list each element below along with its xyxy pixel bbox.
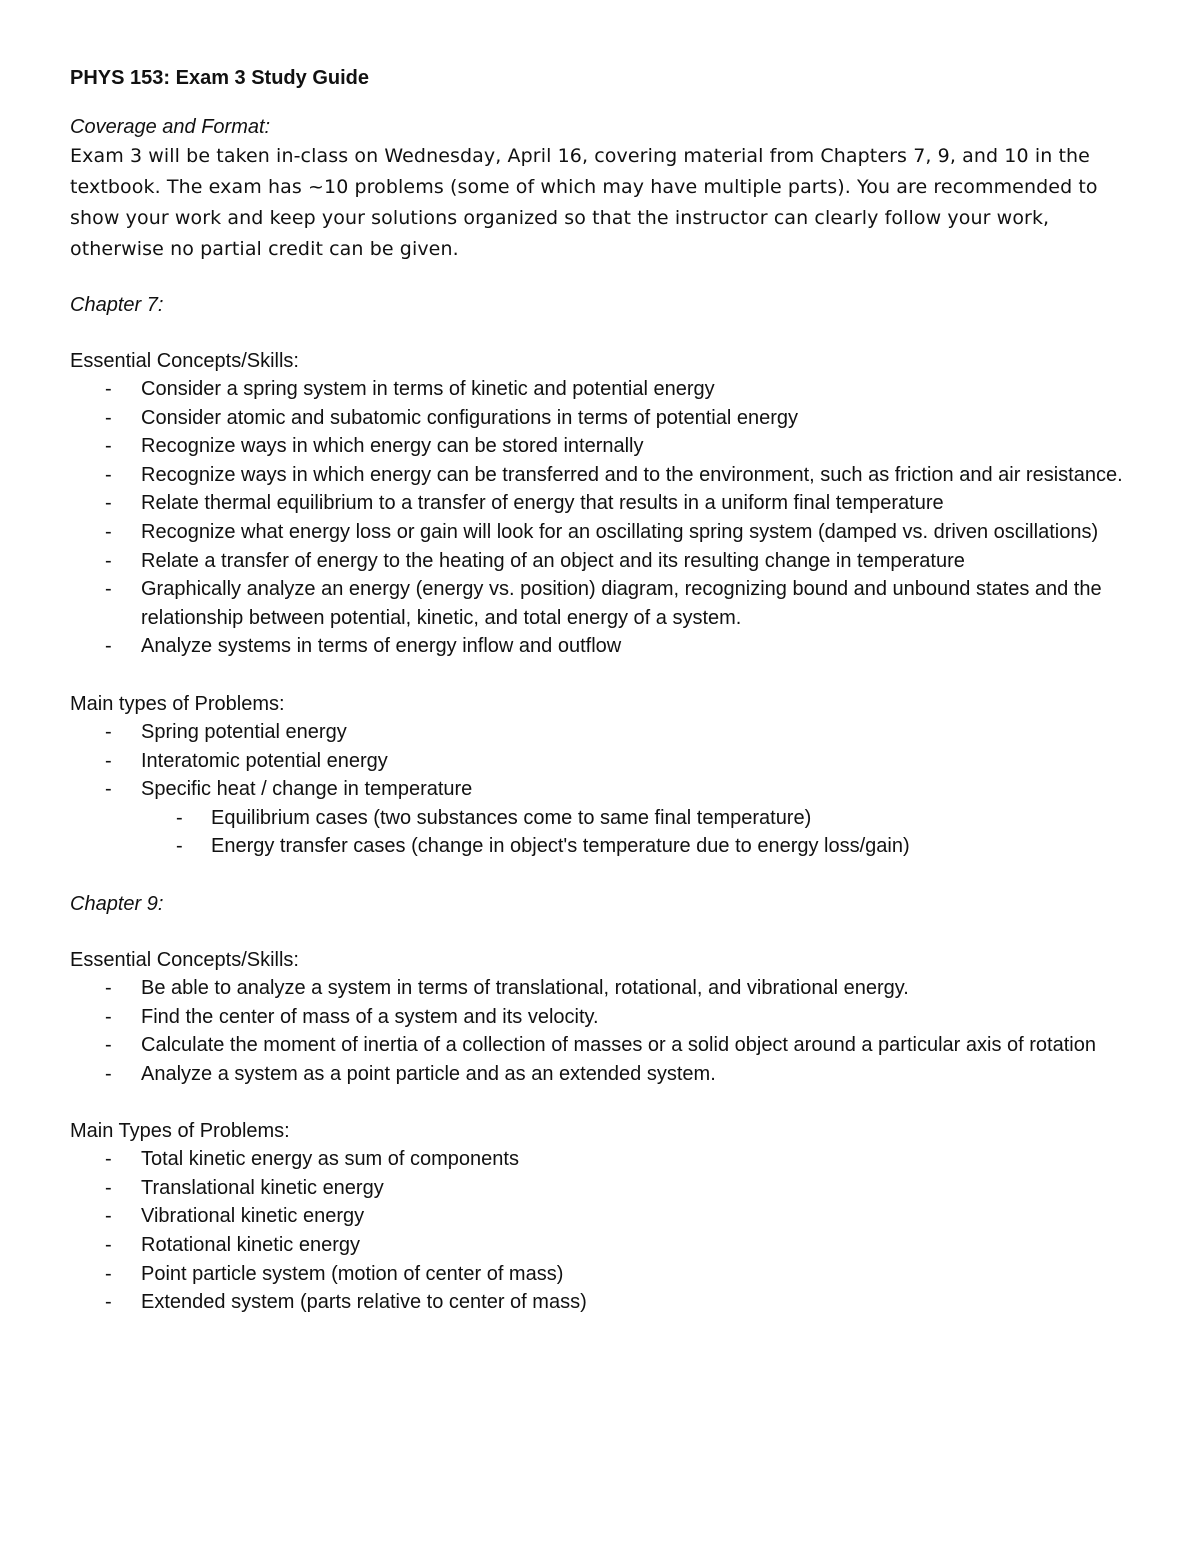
list-item: - Extended system (parts relative to center of mass) [70,1288,1130,1317]
list-item: - Recognize ways in which energy can be transferred and to the environment, such as friction and air resistance. [70,461,1130,490]
list-item: - Be able to analyze a system in terms of translational, rotational, and vibrational energy. [70,974,1130,1003]
list-item: - Analyze a system as a point particle and as an extended system. [70,1060,1130,1089]
ch9-concepts-list [70,974,1130,1088]
coverage-paragraph: Exam 3 will be taken in-class on Wednesday, April 16, covering material from Chapters 7, 9, and 10 in the textbook. The exam has ~10 problems (some of which may have multiple parts). You are recommended to show your work and keep your solutions organized so that the instructor can clearly follow your work, otherwise no partial credit can be given. [70,145,1098,260]
spacer [70,918,1130,946]
ch7-subproblems-list [70,804,1130,861]
list-item: - Relate thermal equilibrium to a transfer of energy that results in a uniform final temperature [70,489,1130,518]
ch7-problems-label: Main types of Problems: [70,692,285,715]
list-item: - Graphically analyze an energy (energy vs. position) diagram, recognizing bound and unbound states and the relationship between potential, kinetic, and total energy of a system. [70,575,1130,632]
spacer [70,661,1130,690]
list-item: - Analyze systems in terms of energy inflow and outflow [70,632,1130,661]
chapter-7-heading: Chapter 7: [70,294,164,316]
ch7-concepts-label: Essential Concepts/Skills: [70,350,299,372]
list-item: - Spring potential energy [70,718,1130,747]
list-item: - Vibrational kinetic energy [70,1202,1130,1231]
list-item: - Energy transfer cases (change in object's temperature due to energy loss/gain) [70,832,1130,861]
list-item: - Interatomic potential energy [70,747,1130,776]
list-item: - Point particle system (motion of center of mass) [70,1260,1130,1289]
ch9-problems-list [70,1145,1130,1317]
list-item: - Calculate the moment of inertia of a collection of masses or a solid object around a particular axis of rotation [70,1031,1130,1060]
ch7-concepts-list [70,375,1130,661]
spacer [70,1088,1130,1117]
document-title: PHYS 153: Exam 3 Study Guide [70,67,369,89]
list-item: - Relate a transfer of energy to the heating of an object and its resulting change in temperature [70,547,1130,576]
list-item: - Consider a spring system in terms of kinetic and potential energy [70,375,1130,404]
list-item: - Translational kinetic energy [70,1174,1130,1203]
list-item: - Find the center of mass of a system and its velocity. [70,1003,1130,1032]
chapter-9-heading: Chapter 9: [70,892,164,915]
ch9-problems-label: Main Types of Problems: [70,1120,290,1143]
list-item: - Consider atomic and subatomic configurations in terms of potential energy [70,404,1130,433]
ch7-problems-list [70,718,1130,804]
study-guide-page [70,64,1130,1317]
list-item: - Total kinetic energy as sum of components [70,1145,1130,1174]
list-item: - Rotational kinetic energy [70,1231,1130,1260]
ch9-concepts-label: Essential Concepts/Skills: [70,948,299,971]
list-item: - Recognize what energy loss or gain will look for an oscillating spring system (damped vs. driven oscillations) [70,518,1130,547]
list-item: - Equilibrium cases (two substances come to same final temperature) [70,804,1130,833]
spacer [70,861,1130,890]
list-item: - Recognize ways in which energy can be stored internally [70,432,1130,461]
list-item: - Specific heat / change in temperature [70,775,1130,804]
coverage-heading: Coverage and Format: [70,116,271,138]
spacer [70,319,1130,347]
